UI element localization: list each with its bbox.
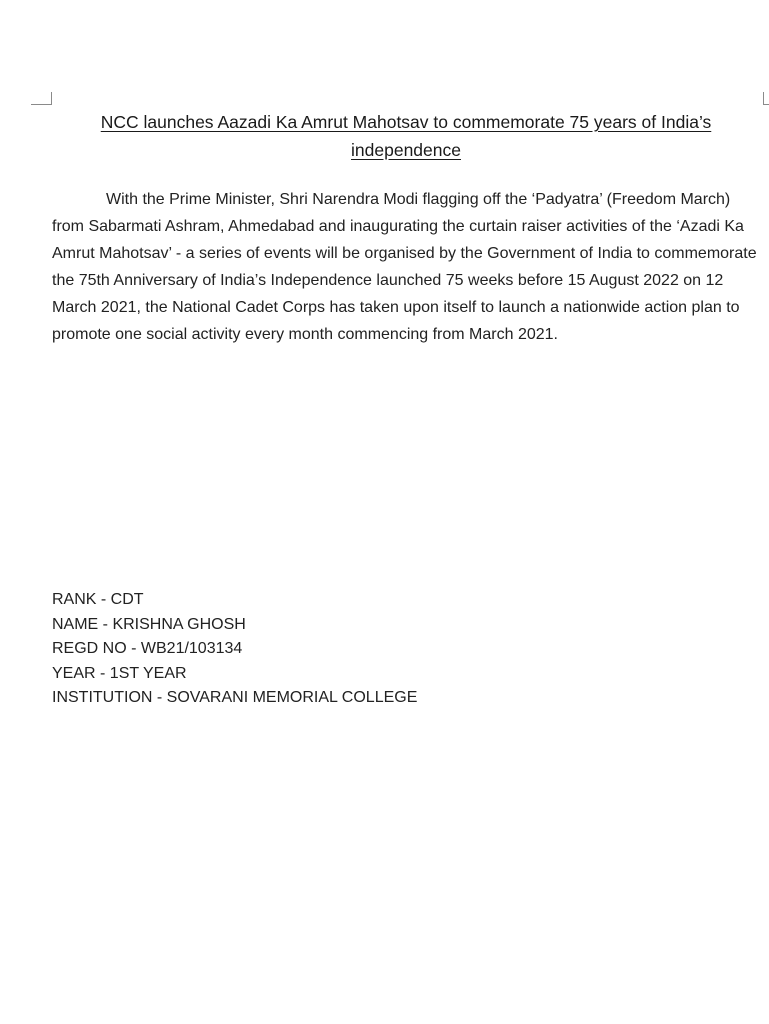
- cadet-details: [52, 588, 417, 711]
- body-paragraph: With the Prime Minister, Shri Narendra Modi flagging off the ‘Padyatra’ (Freedom March) from Sabarmati Ashram, Ahmedabad and inaugurating the curtain raiser activities of the ‘Azadi Ka Amrut Mahotsav’ - a series of events will be organised by the Government of India to commemorate the 75th Anniversary of India’s Independence launched 75 weeks before 15 August 2022 on 12 March 2021, the National Cadet Corps has taken upon itself to launch a nationwide action plan to promote one social activity every month commencing from March 2021.: [52, 191, 757, 343]
- margin-corner-marker-left: [31, 92, 52, 105]
- rank-line: RANK - CDT: [52, 591, 144, 608]
- regd-no-line: REGD NO - WB21/103134: [52, 640, 243, 657]
- margin-corner-marker-right: [763, 92, 769, 105]
- year-line: YEAR - 1ST YEAR: [52, 664, 187, 682]
- name-line: NAME - KRISHNA GHOSH: [52, 615, 246, 633]
- document-title: NCC launches Aazadi Ka Amrut Mahotsav to commemorate 75 years of India’s independence: [100, 112, 712, 160]
- institution-line: INSTITUTION - SOVARANI MEMORIAL COLLEGE: [52, 689, 418, 706]
